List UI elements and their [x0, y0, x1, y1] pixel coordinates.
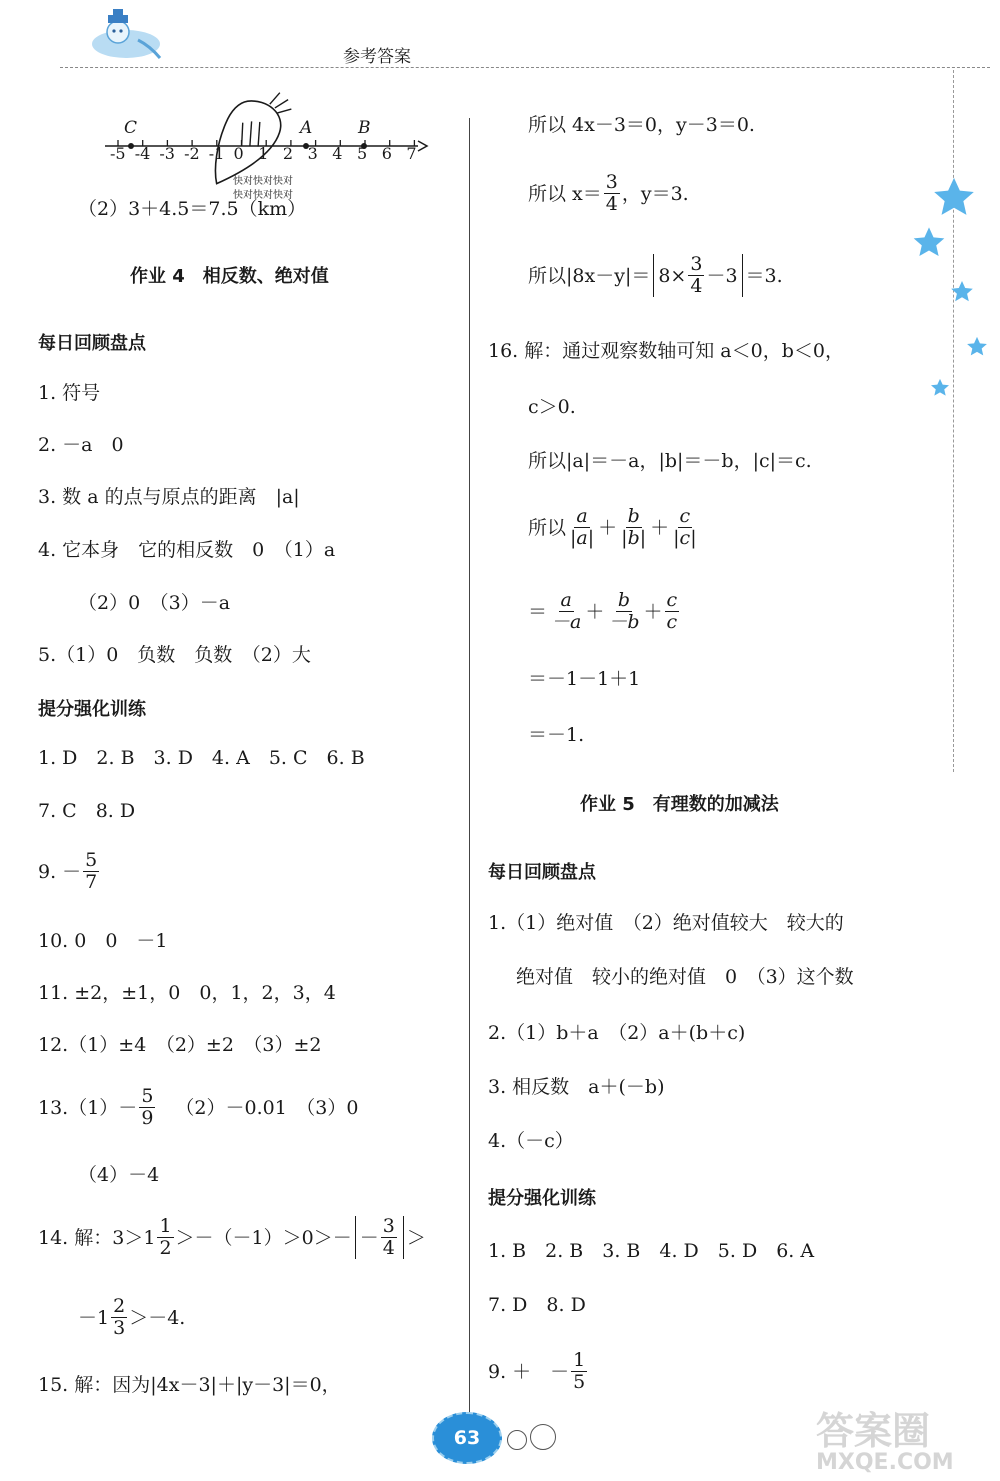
tick-label: -5: [110, 144, 126, 163]
section-heading: 提分强化训练: [38, 699, 146, 720]
fraction: $\frac{2}{3}$: [113, 1295, 126, 1339]
answer-line-14b: －1 $\frac{2}{3}$ ＞－4.: [78, 1295, 186, 1339]
star-icon: [912, 226, 946, 260]
tick-label: -3: [159, 144, 175, 163]
page-number-badge: [432, 1412, 502, 1464]
fraction: $\frac{c}{|c|}$: [673, 505, 697, 549]
header-title: 参考答案: [343, 47, 411, 67]
star-icon: [932, 176, 976, 220]
answer-line: 2. －a 0: [38, 434, 124, 456]
answer-line: 12.（1）±4 （2）±2 （3）±2: [38, 1034, 322, 1056]
answer-line: 16. 解：通过观察数轴可知 a＜0，b＜0，: [488, 340, 844, 362]
section-title: 作业 4 相反数、绝对值: [130, 266, 329, 287]
absolute-value: － $\frac{3}{4}$: [355, 1216, 404, 1259]
section-heading: 每日回顾盘点: [488, 862, 596, 883]
section-heading: 提分强化训练: [488, 1188, 596, 1209]
answer-line: （2）3＋4.5＝7.5（km）: [78, 198, 307, 220]
answer-line: ＝－1.: [528, 724, 585, 746]
answer-line-s2: 所以 x＝ $\frac{3}{4}$ ，y＝3.: [528, 171, 689, 215]
star-icon: [930, 378, 950, 398]
answer-line: 1. 符号: [38, 382, 101, 404]
point-label-b: B: [358, 118, 371, 138]
header-dashed-line: [60, 67, 990, 68]
answer-line: 4.（－c）: [488, 1130, 574, 1152]
section-heading: 每日回顾盘点: [38, 333, 146, 354]
fraction: $\frac{3}{4}$: [605, 171, 618, 215]
number-line: [100, 80, 430, 205]
answer-line: 所以|a|＝－a，|b|＝－b，|c|＝c.: [528, 450, 812, 472]
fraction: $\frac{5}{9}$: [141, 1085, 154, 1129]
tick-labels: [100, 144, 430, 166]
fraction: $\frac{5}{7}$: [85, 849, 98, 893]
fraction: $\frac{b}{-b}$: [608, 589, 640, 633]
fraction: $\frac{b}{|b|}$: [621, 505, 647, 549]
answer-line: 7. C 8. D: [38, 800, 136, 822]
tick-label: -4: [134, 144, 151, 163]
tick-label: 4: [332, 144, 343, 163]
point-label-a: A: [300, 118, 313, 138]
fraction: $\frac{a}{-a}$: [551, 589, 582, 633]
stamp-text: 快对快对快对: [233, 176, 293, 187]
star-icon: [966, 336, 988, 358]
answer-line: 3. 数 a 的点与原点的距离 |a|: [38, 486, 300, 508]
absolute-value: 8× $\frac{3}{4}$ －3: [653, 254, 742, 297]
answer-line: 4. 它本身 它的相反数 0 （1）a: [38, 539, 336, 561]
fraction: $\frac{1}{2}$: [159, 1215, 172, 1259]
tick-label: 2: [282, 144, 294, 163]
answer-line-13: 13.（1）－ $\frac{5}{9}$ （2）－0.01 （3）0: [38, 1085, 359, 1129]
tick-label: -2: [184, 144, 200, 163]
answer-line: （4）－4: [78, 1164, 160, 1186]
watermark: 答案圈 MXQE.COM: [816, 1409, 954, 1475]
answer-line-9: 9. － $\frac{5}{7}$: [38, 849, 98, 893]
section-title: 作业 5 有理数的加减法: [580, 794, 779, 815]
tick-label: 5: [357, 144, 368, 163]
stamp-text: 快对快对快对: [233, 190, 293, 201]
tick-label: 3: [307, 144, 318, 163]
answer-line: 11. ±2，±1，0 0，1，2，3，4: [38, 982, 336, 1004]
answer-line: 2.（1）b＋a （2）a＋(b＋c): [488, 1022, 746, 1044]
answer-line: 7. D 8. D: [488, 1294, 586, 1316]
star-icon: [950, 280, 974, 304]
column-divider: [469, 118, 470, 1446]
answer-line: 所以 4x－3＝0，y－3＝0.: [528, 114, 755, 136]
answer-line-16e: ＝ $\frac{a}{-a}$ ＋ $\frac{b}{-b}$ ＋ $\frac{c}{c}$: [528, 589, 678, 633]
answer-line-16d: 所以 $\frac{a}{|a|}$ ＋ $\frac{b}{|b|}$ ＋ $\frac{c}{|c|}$: [528, 505, 697, 549]
answer-line: 10. 0 0 －1: [38, 930, 168, 952]
tick-label: -1: [208, 144, 225, 163]
answer-line: 1. D 2. B 3. D 4. A 5. C 6. B: [38, 747, 365, 769]
tick-label: 6: [381, 144, 392, 163]
circle-icon: [507, 1430, 527, 1450]
answer-line-14: 14. 解：3＞1 $\frac{1}{2}$ ＞－（－1）＞0＞－ － $\frac{3}{4}$ ＞: [38, 1215, 426, 1259]
point-label-c: C: [124, 118, 138, 138]
answer-line: 3. 相反数 a＋(－b): [488, 1076, 665, 1098]
answer-line: 5.（1）0 负数 负数 （2）大: [38, 644, 311, 666]
circle-icon: [530, 1424, 556, 1450]
answer-line: 1.（1）绝对值 （2）绝对值较大 较大的: [488, 912, 844, 934]
answer-line: 15. 解：因为|4x－3|＋|y－3|＝0，: [38, 1374, 341, 1396]
answer-line: （2）0 （3）－a: [78, 592, 231, 614]
tick-label: 0: [233, 144, 244, 163]
answer-line-s3: 所以|8x－y|＝ 8× $\frac{3}{4}$ －3 ＝3.: [528, 253, 783, 297]
tick-label: 7: [406, 144, 417, 163]
tick-label: 1: [258, 144, 269, 163]
fraction: $\frac{c}{c}$: [666, 589, 678, 633]
answer-line: 绝对值 较小的绝对值 0 （3）这个数: [516, 966, 854, 988]
answer-line: c＞0.: [528, 396, 576, 418]
fraction: $\frac{a}{|a|}$: [570, 505, 595, 549]
page-number: 63: [453, 1427, 481, 1449]
answer-line-9: 9. ＋ － $\frac{1}{5}$: [488, 1349, 586, 1393]
answer-line: 1. B 2. B 3. B 4. D 5. D 6. A: [488, 1240, 815, 1262]
mascot-icon: [88, 6, 168, 66]
answer-line: ＝－1－1＋1: [528, 668, 641, 690]
fraction: $\frac{1}{5}$: [573, 1349, 586, 1393]
